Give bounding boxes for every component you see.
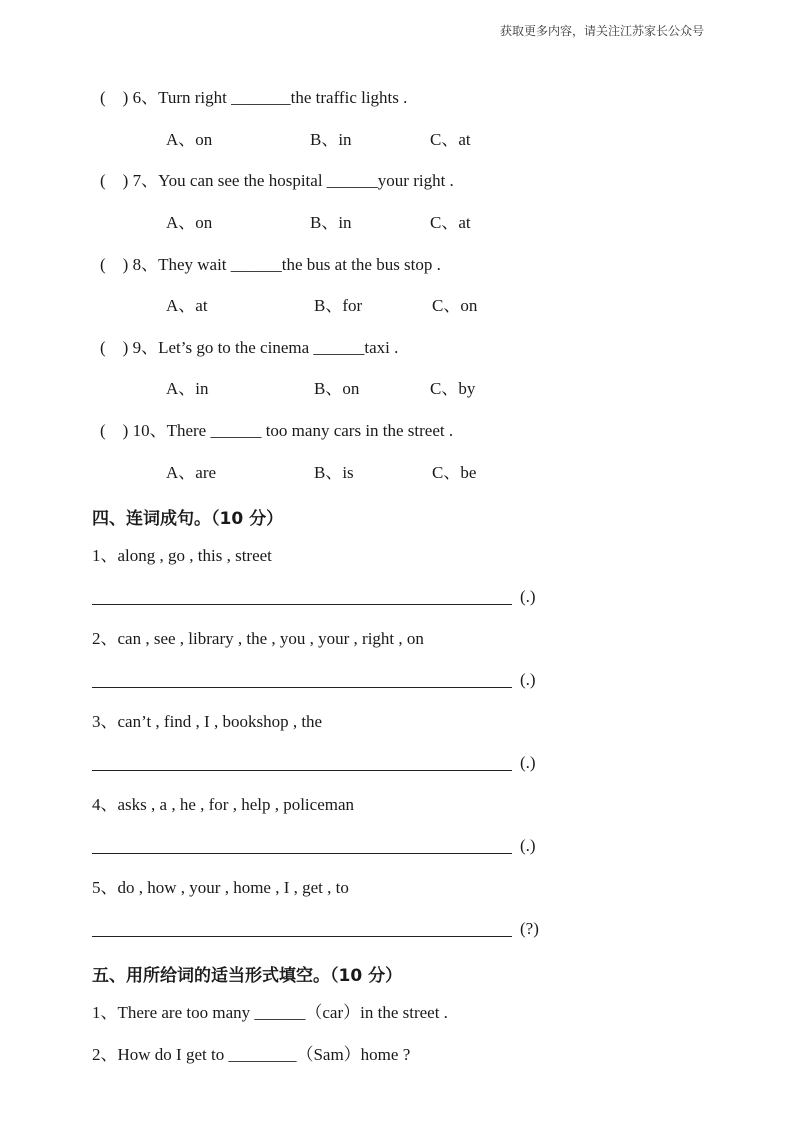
option-b: B、for (314, 296, 363, 315)
answer-punctuation: (?) (520, 919, 539, 938)
answer-punctuation: (.) (520, 836, 536, 855)
option-a: A、on (166, 130, 213, 149)
section-5-item-1: 1、There are too many ______（car）in the street . (92, 1003, 448, 1022)
option-b: B、on (314, 379, 360, 398)
section-5-title: 五、用所给词的适当形式填空。（10 分） (92, 966, 403, 986)
option-a: A、in (166, 379, 209, 398)
section-4-title: 四、连词成句。（10 分） (92, 509, 284, 529)
question-8: ( ) 8、They wait ______the bus at the bus stop . (100, 255, 441, 274)
option-b: B、in (310, 213, 352, 232)
option-a: A、at (166, 296, 208, 315)
option-c: C、at (430, 213, 471, 232)
answer-punctuation: (.) (520, 753, 536, 772)
question-7: ( ) 7、You can see the hospital ______your right . (100, 171, 454, 190)
option-c: C、on (432, 296, 478, 315)
option-b: B、is (314, 463, 354, 482)
answer-punctuation: (.) (520, 670, 536, 689)
option-c: C、by (430, 379, 476, 398)
answer-punctuation: (.) (520, 587, 536, 606)
option-b: B、in (310, 130, 352, 149)
section-4-item-2: 2、can , see , library , the , you , your , right , on (92, 629, 424, 648)
question-6: ( ) 6、Turn right _______the traffic lights . (100, 88, 408, 107)
section-4-item-3: 3、can’t , find , I , bookshop , the (92, 712, 323, 731)
option-c: C、be (432, 463, 477, 482)
option-a: A、are (166, 463, 217, 482)
answer-line[interactable] (92, 770, 512, 771)
answer-line[interactable] (92, 853, 512, 854)
answer-line[interactable] (92, 936, 512, 937)
answer-line[interactable] (92, 687, 512, 688)
option-c: C、at (430, 130, 471, 149)
option-a: A、on (166, 213, 213, 232)
answer-line[interactable] (92, 604, 512, 605)
section-4-item-4: 4、asks , a , he , for , help , policeman (92, 795, 355, 814)
page-header: 获取更多内容，请关注江苏家长公众号 (500, 24, 705, 38)
question-10: ( ) 10、There ______ too many cars in the street . (100, 421, 454, 440)
section-4-item-1: 1、along , go , this , street (92, 546, 272, 565)
question-9: ( ) 9、Let’s go to the cinema ______taxi . (100, 338, 399, 357)
section-4-item-5: 5、do , how , your , home , I , get , to (92, 878, 349, 897)
section-5-item-2: 2、How do I get to ________（Sam）home ? (92, 1045, 411, 1064)
